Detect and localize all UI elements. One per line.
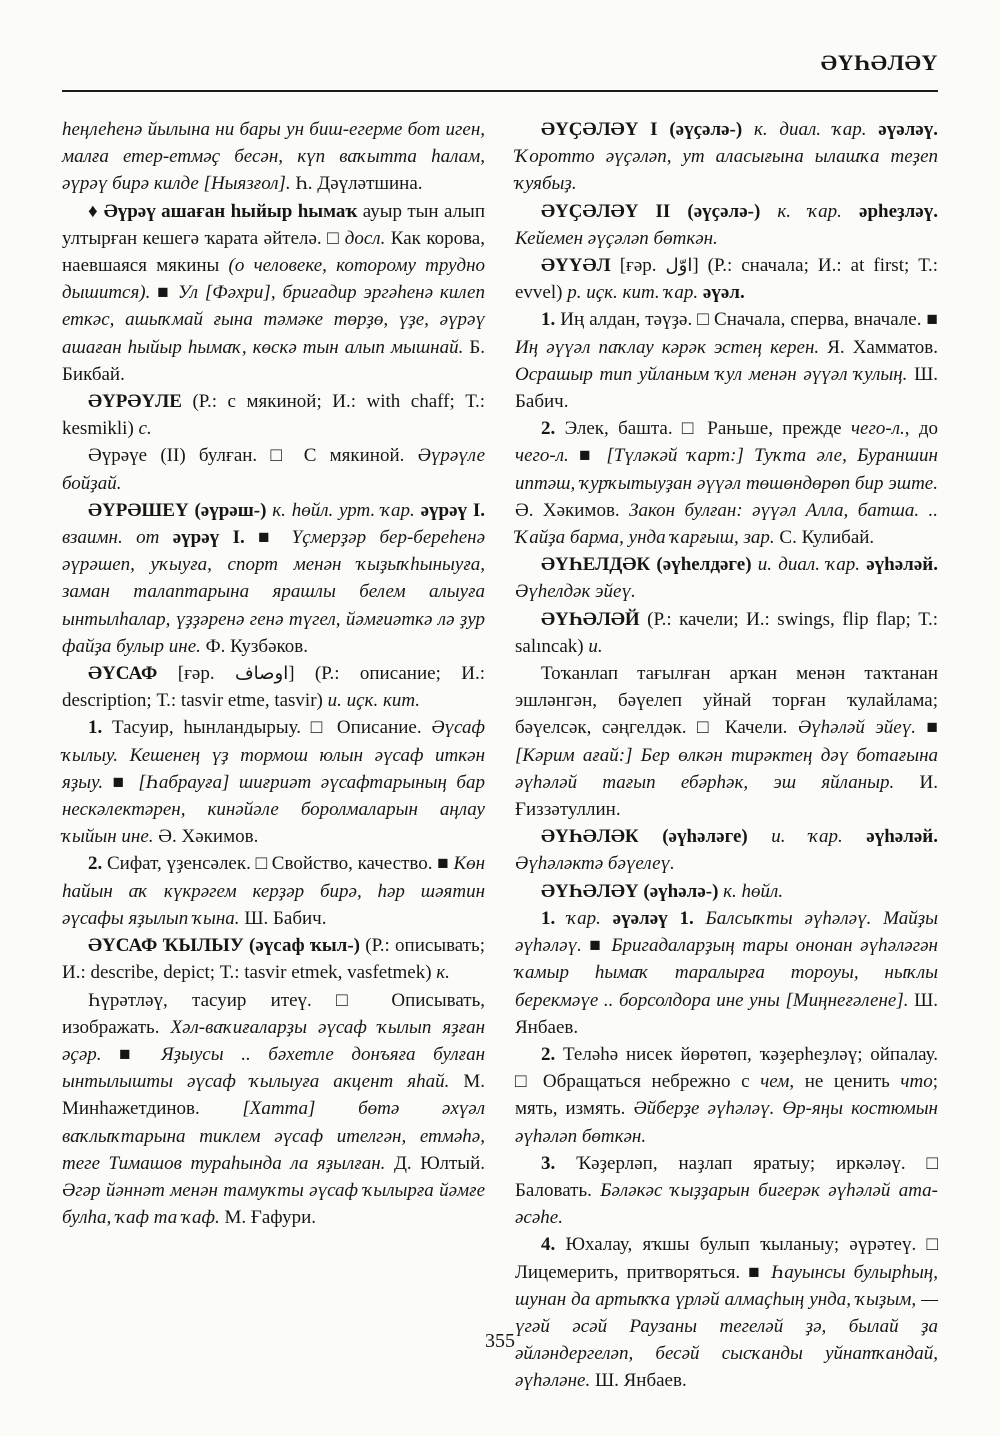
header-rule xyxy=(62,90,938,92)
text-run: М. Ғафури. xyxy=(219,1207,317,1229)
text-run: Әүрәүле бойҙай. xyxy=(62,445,485,494)
text-run: Әүсаф ҡылыу. Кешенең үҙ тормош юлын әүсаф иткән яҙыу. xyxy=(62,717,485,793)
text-run: 1. xyxy=(88,717,103,739)
paragraph xyxy=(515,415,938,551)
text-run: Көн һайын аҡ күкрәгем керҙәр бирә, һәр шәятин әүсафы яҙылып ҡына. xyxy=(62,853,485,929)
text-run: (Р.: с мякиной; И.: with chaff; Т.: kesmikli) xyxy=(62,391,485,440)
running-head: ӘҮҺӘЛӘҮ xyxy=(820,50,938,75)
text-run: М. Минһажетдинов. xyxy=(62,1071,485,1120)
text-run: Бәләкәс ҡыҙҙарын бигерәк әүһәләй ата-әсәһе. xyxy=(515,1179,938,1229)
text-run: (Р.: качели; И.: swings, flip flap; Т.: salıncak) xyxy=(515,608,938,657)
paragraph xyxy=(515,1041,938,1150)
paragraph xyxy=(62,497,485,660)
text-run: чего-л. xyxy=(515,445,569,467)
text-run: ; мять, измять. xyxy=(515,1071,938,1120)
text-run: әүрәү I. xyxy=(420,499,486,521)
text-run: ■ xyxy=(103,771,139,793)
text-run: Үҫмерҙәр бер-береһенә әүрәшеп, уҡыуға, спорт менән ҡыҙыҡһыныуға, заман талаптарына ярашлы белем алыуға ынтылһалар, үҙҙәренә генә түгел, йәмғиәткә лә ҙур файҙа булыр ине. xyxy=(62,527,486,657)
paragraph xyxy=(515,116,938,198)
text-run: Һ. Дәүләтшина. xyxy=(290,173,423,195)
text-run: Балсыҡты әүһәләү. Майҙы әүһәләү. xyxy=(515,907,938,957)
text-run: اوصاف xyxy=(234,663,289,685)
text-run: Сифат, үҙенсәлек. □ Свойство, качество. ■ xyxy=(102,853,454,875)
text-run: досл. xyxy=(344,227,386,249)
text-run: С. Кулибай. xyxy=(774,527,875,549)
text-run: и. xyxy=(588,635,603,657)
text-run: ■ xyxy=(244,527,292,549)
text-run: Ул [Фәхри], бригадир эргәһенә килеп еткәс, ашыҡмай ғына тәмәке төрҙө, үҙе, әүрәү ашаған һыйыр һымаҡ, көскә тын алып мышнай. xyxy=(62,282,485,358)
page-number: 355 xyxy=(485,1330,515,1352)
text-run: Хәл-ваҡиғаларҙы әүсаф ҡылып яҙған әҫәр. xyxy=(62,1016,485,1065)
text-run: Әүһелдәк эйеү. xyxy=(515,581,636,603)
paragraph xyxy=(515,878,938,905)
text-run: Ҡоротто әүҫәләп, ут аласығына ылашҡа теҙеп ҡуябыҙ. xyxy=(515,146,938,195)
paragraph xyxy=(62,198,485,388)
text-run: ӘҮҪӘЛӘҮ I (әүҫәлә-) xyxy=(541,119,754,140)
text-run: ауыр тын алып ултырған кешегә ҡарата әйтелә. □ xyxy=(62,200,485,249)
text-run: к. диал. ҡар. xyxy=(753,119,879,140)
text-run: әүәләү 1. xyxy=(612,907,706,929)
paragraph xyxy=(62,850,485,932)
text-run: ■ xyxy=(101,1043,162,1065)
text-run: Ш. Бабич. xyxy=(515,363,938,413)
text-run: әүәл. xyxy=(702,282,745,304)
text-run: Ә. Хәкимов. xyxy=(153,826,259,848)
text-run: ӘҮҺӘЛӘҮ (әүһәлә-) xyxy=(541,880,724,902)
paragraph xyxy=(515,1150,938,1232)
text-run: с. xyxy=(138,418,152,440)
text-columns xyxy=(62,116,938,1395)
text-run: Тоҡанлап тағылған арҡан менән таҡтанан эшләнгән, бәүелеп уйнай торған ҡулайлама; бәүелсәк, сәңгелдәк. □ Качели. xyxy=(515,663,938,739)
text-run: Ф. Кузбәков. xyxy=(200,635,309,657)
text-run: Элек, башта. □ Раньше, прежде xyxy=(555,418,851,440)
column-left xyxy=(62,116,485,1395)
text-run: Яҙыусы .. бәхетле донъяға булған ынтылышты әүсаф ҡылыуға акцент яһай. xyxy=(62,1043,485,1093)
text-run: Ш. Янбаев. xyxy=(515,989,938,1038)
text-run: [Түләкәй ҡарт:] Туҡта әле, Бураншин иптәш, ҡурҡытыуҙан әүүәл төшөндөрөп бир эште. xyxy=(515,445,938,494)
text-run: Ш. Бабич. xyxy=(239,907,327,929)
text-run: чем xyxy=(760,1071,790,1093)
paragraph xyxy=(515,252,938,306)
text-run: ӘҮҪӘЛӘҮ II (әүҫәлә-) xyxy=(541,200,778,222)
text-run: 1. xyxy=(541,907,556,929)
text-run: Ә. Хәкимов. xyxy=(515,499,630,521)
text-run: әүәләү. xyxy=(878,119,938,140)
text-run: и. ҡар. xyxy=(771,826,867,848)
text-run: ■ xyxy=(568,445,607,467)
text-run: әүрәү I. xyxy=(172,527,245,549)
text-run: ■ xyxy=(150,282,178,304)
text-run: Һүрәтләү, тасуир итеү. □ Описывать, изображать. xyxy=(62,989,485,1038)
text-run: что xyxy=(900,1071,933,1093)
text-run: к. һөйл. урт. ҡар. xyxy=(272,499,421,521)
text-run: Ш. Янбаев. xyxy=(590,1370,687,1392)
paragraph xyxy=(515,306,938,415)
text-run: , до xyxy=(904,418,938,440)
paragraph xyxy=(515,905,938,1041)
text-run: Әйберҙе әүһәләү. Өр-яңы костюмын әүһәләп бөткән. xyxy=(515,1098,938,1147)
text-run: ♦ xyxy=(88,200,104,222)
text-run: әүһәләй. xyxy=(866,554,938,576)
text-run: к. һөйл. xyxy=(723,880,784,902)
paragraph xyxy=(515,551,938,605)
text-run: ] (Р.: сначала; И.: at first; Т.: evvel) xyxy=(515,255,938,304)
paragraph xyxy=(515,660,938,823)
text-run: 1. xyxy=(541,309,556,331)
text-run: [Хатта] бөтә әхүәл ваҡлыҡтарына тиклем әүсаф ителгән, етмәһә, теге Тимашов тураһында ла яҙылған. xyxy=(62,1098,485,1174)
text-run: и. иҫк. кит. xyxy=(327,690,421,712)
text-run: [Һабрауға] шиғриәт әүсафтарының бар нескәлектәрен, кинәйәле боролмаларын аңлау ҡыйын ине. xyxy=(62,771,485,848)
text-run: Бригадаларҙың тары ононан әүһәләгән ҡамыр һымаҡ таралырға тороуы, ныҡлы берекмәүе .. борсолдора ине уны [Миңнеғәлене]. xyxy=(515,935,938,1011)
text-run: Әүһәләктә бәүелеү. xyxy=(515,853,675,875)
text-run: Теләһә нисек йөрөтөп, ҡәҙерһеҙләү; ойпалау. □ Обращаться небрежно с xyxy=(515,1043,938,1093)
text-run: Һауынсы булырһың, шунан да артыҡҡа үрләй алмаҫһың унда, ҡыҙым, — үгәй әсәй Раузаны тегеләй ҙә, былай ҙа әйләндергеләп, бесәй сысҡанды уйнатҡандай, әүһәләне. xyxy=(515,1261,938,1392)
text-run: Әүрәү ашаған һыйыр һымаҡ xyxy=(103,200,358,222)
text-run: Иң әүүәл паҡлау кәрәк эстең керен. xyxy=(515,336,820,358)
paragraph xyxy=(62,660,485,714)
text-run: ӘҮҺӘЛӘК (әүһәләге) xyxy=(541,826,772,848)
text-run: Д. Юлтый. xyxy=(385,1152,485,1174)
text-run: اوّل xyxy=(665,255,693,277)
text-run: ■ xyxy=(581,935,612,957)
paragraph xyxy=(515,823,938,877)
text-run: 4. xyxy=(541,1234,556,1256)
text-run: ҡар. xyxy=(555,907,613,929)
text-run: 2. xyxy=(541,1043,556,1065)
text-run: Тасуир, һынландырыу. □ Описание. xyxy=(102,717,432,739)
text-run: ] (Р.: описание; И.: description; Т.: tasvir etme, tasvir) xyxy=(62,663,485,712)
paragraph xyxy=(515,606,938,660)
text-run: [Кәрим ағай:] Бер өлкән тирәктең дәү ботағына әүһәләй тағып ебәрһәк, эш яйланыр. xyxy=(515,744,938,793)
text-run: И. Ғиззәтуллин. xyxy=(515,771,938,821)
paragraph xyxy=(62,116,485,198)
text-run: Иң алдан, тәүҙә. □ Сначала, сперва, вначале. ■ xyxy=(555,309,938,331)
text-run: Кейемен әүҫәләп бөткән. xyxy=(515,227,718,249)
paragraph xyxy=(62,932,485,986)
paragraph xyxy=(62,987,485,1232)
text-run: Как корова, наевшаяся мякины xyxy=(62,227,485,277)
text-run: ӘҮРӘҮЛЕ xyxy=(88,391,182,413)
text-run: 2. xyxy=(88,853,103,875)
text-run: әрһеҙләү. xyxy=(859,200,938,222)
text-run: Әүрәүе (II) булған. □ С мякиной. xyxy=(88,445,418,467)
text-run: Әүһәләй эйеү. xyxy=(797,717,916,739)
text-run: взаимн. от xyxy=(62,527,173,549)
text-run: к. ҡар. xyxy=(777,200,860,222)
text-run: [ғәр. xyxy=(157,663,235,685)
text-run: ■ xyxy=(915,717,938,739)
text-run: ӘҮСАФ ҠЫЛЫУ (әүсаф ҡыл-) xyxy=(88,935,360,957)
text-run: р. иҫк. кит. ҡар. xyxy=(567,282,703,304)
paragraph xyxy=(62,442,485,496)
text-run: ӘҮҺӘЛӘЙ xyxy=(541,608,640,630)
text-run: ӘҮСАФ xyxy=(88,663,158,685)
text-run: чего-л. xyxy=(850,418,905,440)
text-run: ӘҮҺЕЛДӘК (әүһелдәге) xyxy=(541,554,758,576)
text-run: Ҡәҙерләп, наҙлап яратыу; иркәләү. □ Баловать. xyxy=(515,1152,938,1201)
text-run: , не ценить xyxy=(789,1071,901,1093)
paragraph xyxy=(515,198,938,252)
text-run: Б. Бикбай. xyxy=(62,336,485,385)
text-run: Әгәр йәннәт менән тамуҡты әүсаф ҡылырға йәмғе булһа, ҡаф та ҡаф. xyxy=(62,1179,485,1229)
text-run: [ғәр. xyxy=(610,255,666,277)
text-run: (о человеке, которому трудно дышится). xyxy=(62,255,485,304)
text-run: Осрашыр тип уйланым ҡул менән әүүәл ҡулың. xyxy=(515,363,908,385)
text-run: (Р.: описывать; И.: describe, depict; Т.: tasvir etmek, vasfetmek) xyxy=(62,935,485,984)
text-run: әүһәләй. xyxy=(866,826,938,848)
text-run: һеңлеһенә йылына ни бары ун биш-егерме бот иген, малға етер-етмәҫ бесән, күп ваҡытта һалам, әүрәү бирә килде [Ныязғол]. xyxy=(62,119,485,195)
column-right xyxy=(515,116,938,1395)
paragraph xyxy=(62,714,485,850)
paragraph xyxy=(515,1231,938,1394)
text-run: ӘҮҮӘЛ xyxy=(541,255,611,277)
text-run: Закон булған: әүүәл Алла, батша. .. Ҡайҙа барма, унда ҡарғыш, зар. xyxy=(515,499,938,549)
text-run: 2. xyxy=(541,418,556,440)
text-run: к. xyxy=(436,962,450,984)
text-run: Я. Хамматов. xyxy=(819,336,938,358)
text-run: 3. xyxy=(541,1152,556,1174)
text-run: Юхалау, яҡшы булып ҡыланыу; әүрәтеү. □ Лицемерить, притворяться. ■ xyxy=(515,1234,938,1283)
text-run: ӘҮРӘШЕҮ (әүрәш-) xyxy=(88,499,273,521)
text-run: и. диал. ҡар. xyxy=(757,554,867,576)
paragraph xyxy=(62,388,485,442)
